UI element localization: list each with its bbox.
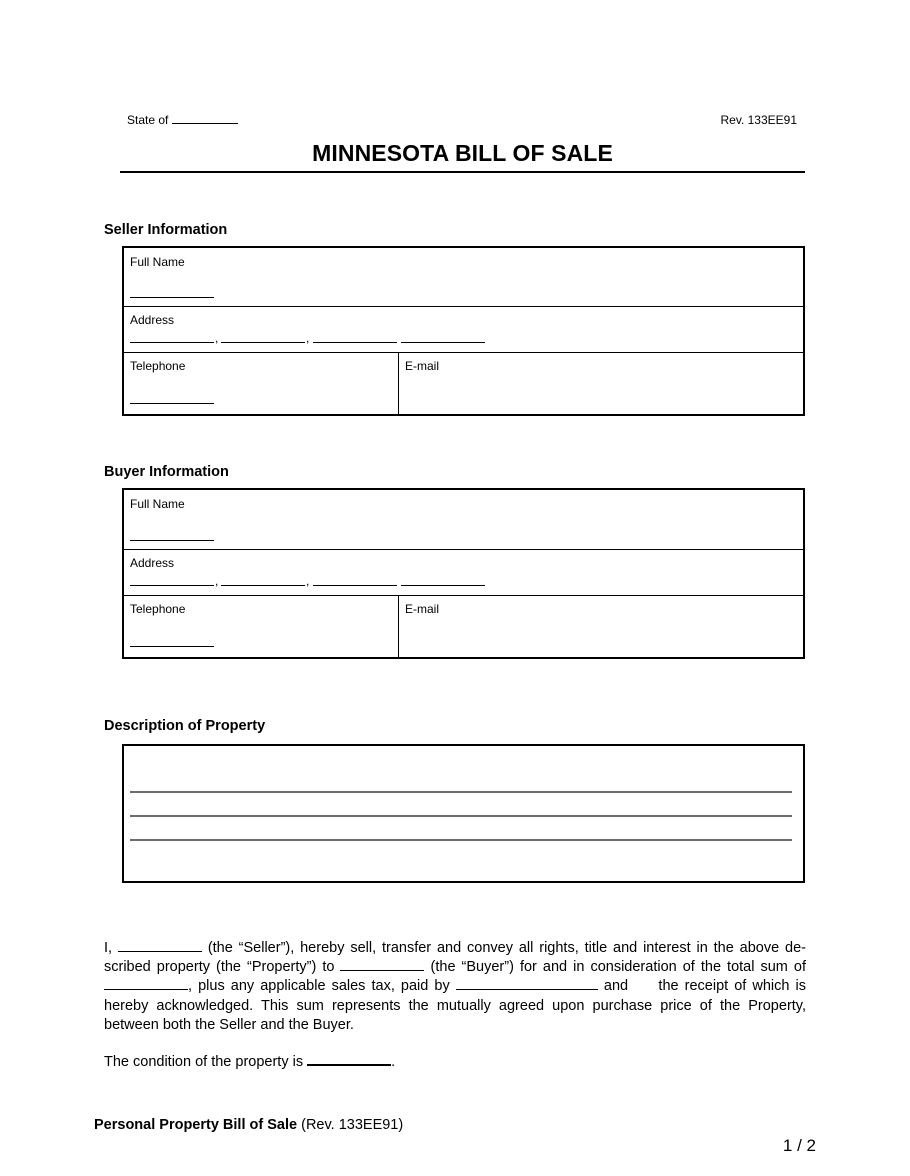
buyer-telephone-label: Telephone bbox=[130, 602, 186, 616]
seller-email-cell[interactable] bbox=[399, 353, 803, 414]
property-line-3[interactable] bbox=[130, 839, 792, 841]
comma: , bbox=[215, 331, 219, 345]
property-heading: Description of Property bbox=[104, 718, 266, 734]
buyer-zip-input[interactable] bbox=[401, 585, 485, 586]
agreement-text: I, bbox=[104, 940, 113, 956]
comma: , bbox=[215, 574, 219, 588]
agreement-text: (the “Seller”), hereby sell, transfer and convey all rights, title and interest in the above de-scribed property (the “Property”) to bbox=[104, 940, 807, 976]
buyer-city-input[interactable] bbox=[221, 585, 305, 586]
seller-email-label: E-mail bbox=[405, 359, 440, 373]
buyer-street-input[interactable] bbox=[130, 585, 214, 586]
footer-doc-name: Personal Property Bill of Sale bbox=[94, 1117, 298, 1133]
page-number: 1 / 2 bbox=[782, 1136, 816, 1155]
seller-address-label: Address bbox=[130, 313, 175, 327]
seller-address-row bbox=[124, 307, 803, 353]
seller-contact-row bbox=[124, 353, 803, 414]
agreement-paragraph bbox=[104, 939, 806, 1035]
buyer-address-row bbox=[124, 550, 803, 596]
seller-telephone-input[interactable] bbox=[130, 403, 214, 404]
seller-city-input[interactable] bbox=[221, 342, 305, 343]
seller-telephone-label: Telephone bbox=[130, 359, 186, 373]
condition-blank[interactable] bbox=[307, 1053, 391, 1066]
condition-statement bbox=[104, 1053, 395, 1070]
buyer-full-name-row bbox=[124, 490, 803, 550]
buyer-state-input[interactable] bbox=[313, 585, 397, 586]
seller-full-name-row bbox=[124, 248, 803, 307]
property-line-1[interactable] bbox=[130, 791, 792, 793]
seller-heading: Seller Information bbox=[104, 222, 228, 238]
buyer-heading: Buyer Information bbox=[104, 464, 229, 480]
footer bbox=[94, 1117, 403, 1133]
seller-state-input[interactable] bbox=[313, 342, 397, 343]
agreement-text: , plus any applicable sales tax, paid by bbox=[188, 978, 450, 995]
buyer-contact-row bbox=[124, 596, 803, 657]
seller-zip-input[interactable] bbox=[401, 342, 485, 343]
seller-telephone-cell bbox=[124, 353, 399, 414]
sum-blank[interactable] bbox=[104, 977, 188, 990]
buyer-telephone-cell bbox=[124, 596, 399, 657]
state-blank[interactable] bbox=[172, 114, 238, 124]
buyer-telephone-input[interactable] bbox=[130, 646, 214, 647]
buyer-email-label: E-mail bbox=[405, 602, 440, 616]
title-divider bbox=[120, 171, 805, 173]
buyer-address-label: Address bbox=[130, 556, 175, 570]
comma: , bbox=[306, 574, 310, 588]
comma: , bbox=[306, 331, 310, 345]
state-of-label: State of bbox=[127, 113, 169, 127]
seller-street-input[interactable] bbox=[130, 342, 214, 343]
property-line-2[interactable] bbox=[130, 815, 792, 817]
buyer-name-blank[interactable] bbox=[340, 958, 424, 971]
property-description-box[interactable] bbox=[122, 744, 805, 883]
buyer-email-cell[interactable] bbox=[399, 596, 803, 657]
buyer-full-name-label: Full Name bbox=[130, 497, 185, 511]
seller-info-table bbox=[122, 246, 805, 416]
seller-full-name-input[interactable] bbox=[130, 297, 214, 298]
state-of-field bbox=[127, 113, 238, 127]
page-title: MINNESOTA BILL OF SALE bbox=[312, 140, 613, 166]
payment-method-blank[interactable] bbox=[456, 977, 598, 990]
agreement-text: and the receipt of which is hereby acknowledged. This sum represents the mutually agreed upon purchase price of the Property, between both the Seller and the Buyer. bbox=[104, 978, 807, 1033]
footer-revision: (Rev. 133EE91) bbox=[301, 1117, 404, 1133]
buyer-info-table bbox=[122, 488, 805, 659]
buyer-full-name-input[interactable] bbox=[130, 540, 214, 541]
revision-label: Rev. 133EE91 bbox=[720, 113, 797, 127]
seller-full-name-label: Full Name bbox=[130, 255, 185, 269]
agreement-text: (the “Buyer”) for and in consideration of the total sum of bbox=[430, 959, 807, 976]
condition-period: . bbox=[391, 1054, 396, 1070]
seller-name-blank[interactable] bbox=[118, 939, 202, 952]
condition-label: The condition of the property is bbox=[104, 1054, 304, 1070]
